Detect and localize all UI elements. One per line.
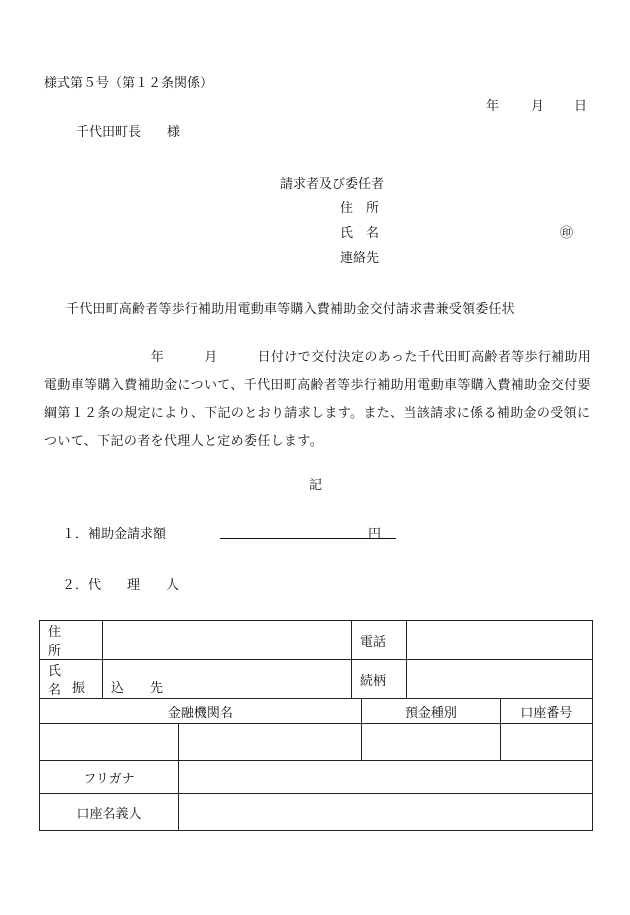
table-row [40,761,593,794]
bank-name-header: 金融機関名 [40,699,362,724]
furigana-field[interactable] [179,761,593,794]
item1-label: １．補助金請求額 [62,527,167,542]
agent-phone-field[interactable] [407,621,593,660]
agent-relation-label: 続柄 [352,660,407,699]
date-month: 月 [531,99,545,114]
table-row [40,621,593,660]
account-number-header: 口座番号 [500,699,592,724]
transfer-label: 振 込 先 [72,681,164,696]
agent-address-field[interactable] [103,621,352,660]
account-number-field[interactable] [500,724,592,761]
signer-name-label: 氏 名 [340,226,380,241]
agent-relation-field[interactable] [407,660,593,699]
agent-address-label: 住 所 [40,621,103,660]
account-holder-label: 口座名義人 [40,794,179,831]
agent-phone-label: 電話 [352,621,407,660]
item2-label: ２．代 理 人 [62,578,180,593]
agent-name-label: 氏 名 [40,660,103,699]
form-number: 様式第５号（第１２条関係） [44,76,214,91]
amount-unit: 円 [368,527,382,542]
body-paragraph: 年 月 日付けで交付決定のあった千代田町高齢者等歩行補助用電動車等購入費補助金について、千代田町高齢者等歩行補助用電動車等購入費補助金交付要綱第１２条の規定により、下記のとおり請求します。また、当該請求に係る補助金の受領について、下記の者を代理人と定め委任します。 [44,350,592,449]
ki-mark: 記 [309,478,323,493]
deposit-type-header: 預金種別 [361,699,500,724]
furigana-label: フリガナ [40,761,179,794]
table-row [40,724,593,761]
deposit-type-field[interactable] [361,724,500,761]
signer-heading: 請求者及び委任者 [280,177,385,192]
bank-table [39,698,593,831]
branch-name-field[interactable] [179,724,362,761]
addressee: 千代田町長 様 [76,125,181,140]
bank-name-field[interactable] [40,724,179,761]
date-day: 日 [574,99,588,114]
document-title: 千代田町高齢者等歩行補助用電動車等購入費補助金交付請求書兼受領委任状 [66,302,515,317]
table-row [40,699,593,724]
seal-mark: ㊞ [560,226,574,241]
signer-address-label: 住 所 [340,201,380,216]
account-holder-field[interactable] [179,794,593,831]
date-year: 年 [486,99,500,114]
table-row [40,794,593,831]
signer-contact-label: 連絡先 [340,251,380,266]
